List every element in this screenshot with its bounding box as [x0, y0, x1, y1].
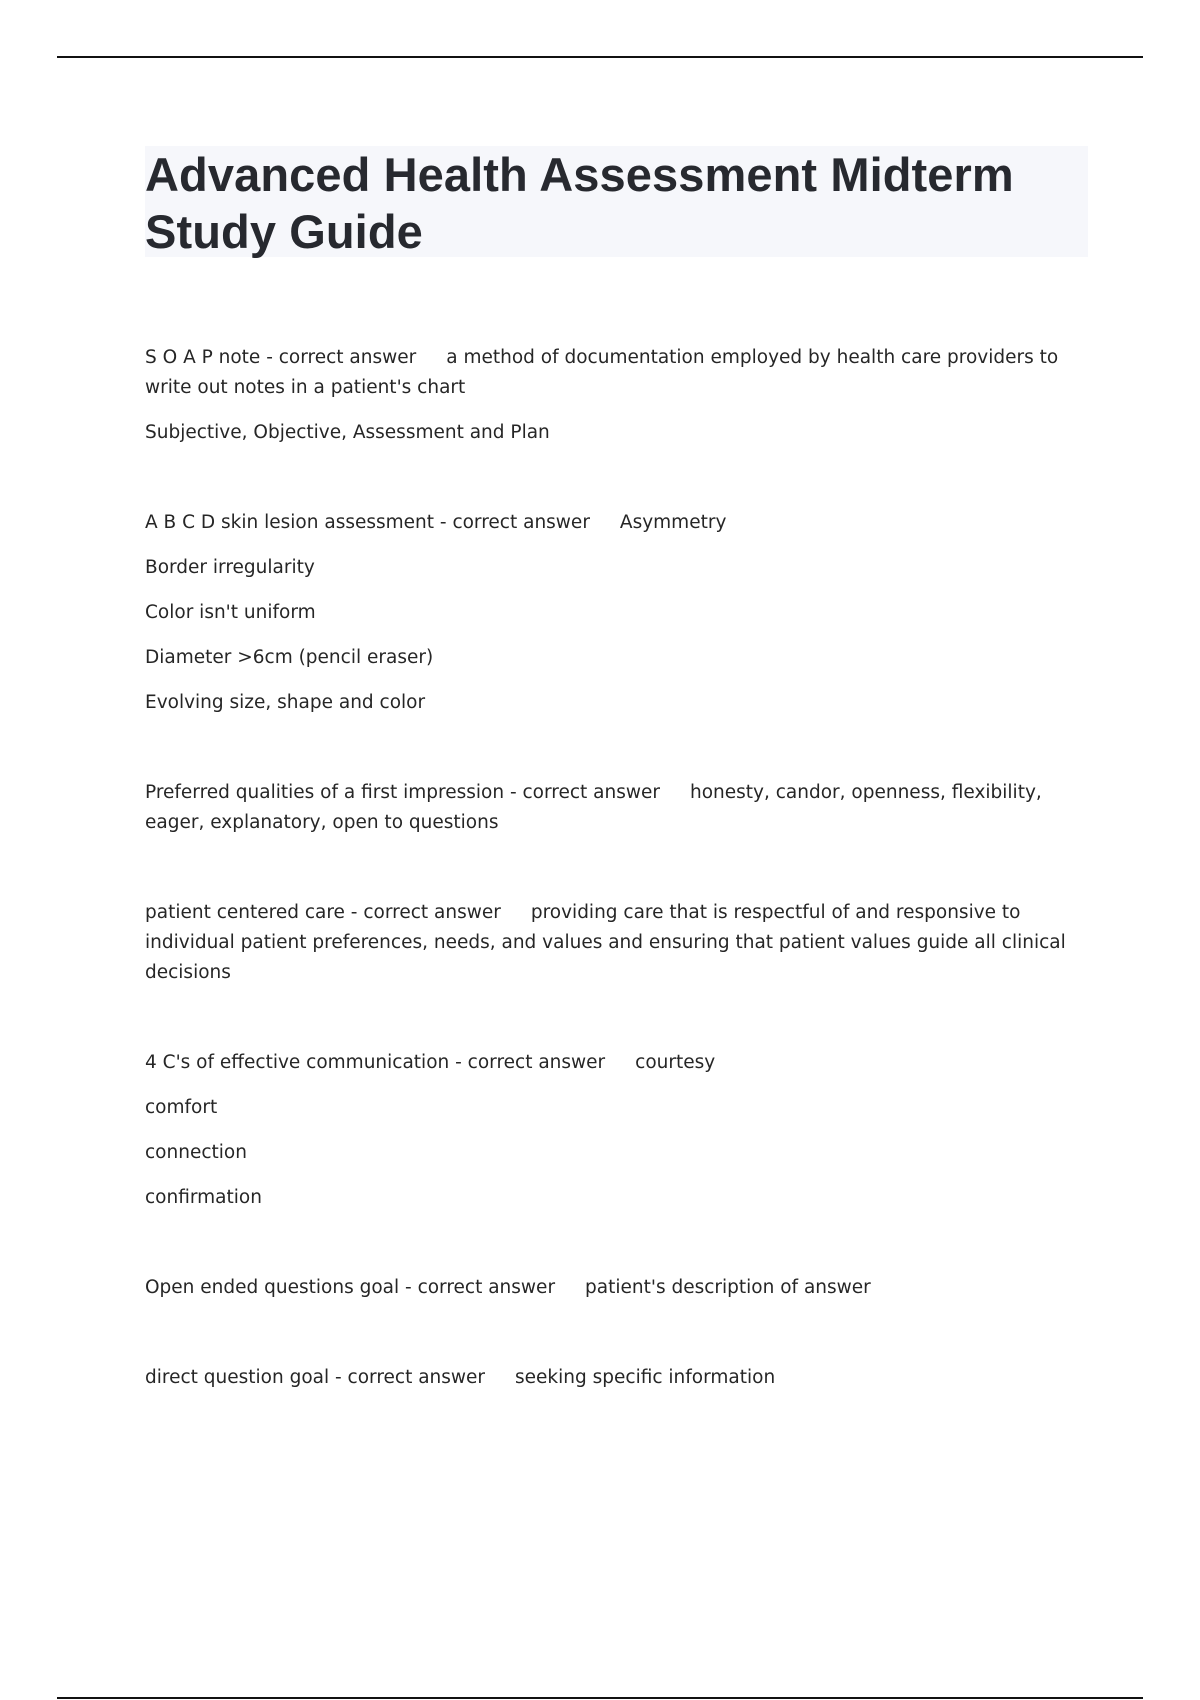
study-entry [145, 1048, 1090, 1213]
entry-term: Preferred qualities of a first impression - correct answer [145, 782, 660, 803]
entry-answer: providing care that is respectful of and responsive to individual patient preferences, needs, and values and ensuring that patient values guide all clinical decisions [145, 902, 1066, 983]
entry-extra-line: Color isn't uniform [145, 602, 316, 623]
entry-extra-line: confirmation [145, 1187, 262, 1208]
entry-answer: Asymmetry [619, 512, 727, 533]
entry-first-line [145, 1273, 1090, 1303]
bottom-rule [57, 1697, 1143, 1699]
entry-answer: seeking specific information [515, 1367, 776, 1388]
entry-first-line [145, 1048, 1090, 1078]
entry-term: 4 C's of effective communication - correct answer [145, 1052, 606, 1073]
entry-term: direct question goal - correct answer [145, 1367, 486, 1388]
entry-extra-line: Evolving size, shape and color [145, 692, 426, 713]
entry-first-line [145, 778, 1090, 838]
entry-first-line [145, 508, 1090, 538]
entry-extra-line: Border irregularity [145, 557, 315, 578]
entry-first-line [145, 343, 1090, 403]
study-entry [145, 1363, 1090, 1393]
entry-answer: courtesy [635, 1052, 716, 1073]
study-entry [145, 898, 1090, 988]
entry-term: Open ended questions goal - correct answer [145, 1277, 556, 1298]
study-entry [145, 1273, 1090, 1303]
entry-first-line [145, 1363, 1090, 1393]
entry-answer: honesty, candor, openness, flexibility, eager, explanatory, open to questions [145, 782, 1042, 833]
top-rule [57, 56, 1143, 58]
entry-answer: patient's description of answer [585, 1277, 871, 1298]
entry-answer: a method of documentation employed by health care providers to write out notes in a patient's chart [145, 347, 1059, 398]
study-entry [145, 343, 1090, 448]
study-entry [145, 778, 1090, 838]
entry-extra-line: Subjective, Objective, Assessment and Plan [145, 422, 550, 443]
entry-term: patient centered care - correct answer [145, 902, 501, 923]
study-guide-content [145, 343, 1090, 1393]
entry-extra-line: comfort [145, 1097, 218, 1118]
page-title: Advanced Health Assessment Midterm Study Guide [145, 148, 1014, 258]
entry-first-line [145, 898, 1090, 988]
entry-extra-line: Diameter >6cm (pencil eraser) [145, 647, 434, 668]
entry-term: S O A P note - correct answer [145, 347, 417, 368]
entry-term: A B C D skin lesion assessment - correct answer [145, 512, 590, 533]
title-banner [145, 146, 1088, 257]
entry-extra-line: connection [145, 1142, 247, 1163]
study-entry [145, 508, 1090, 718]
